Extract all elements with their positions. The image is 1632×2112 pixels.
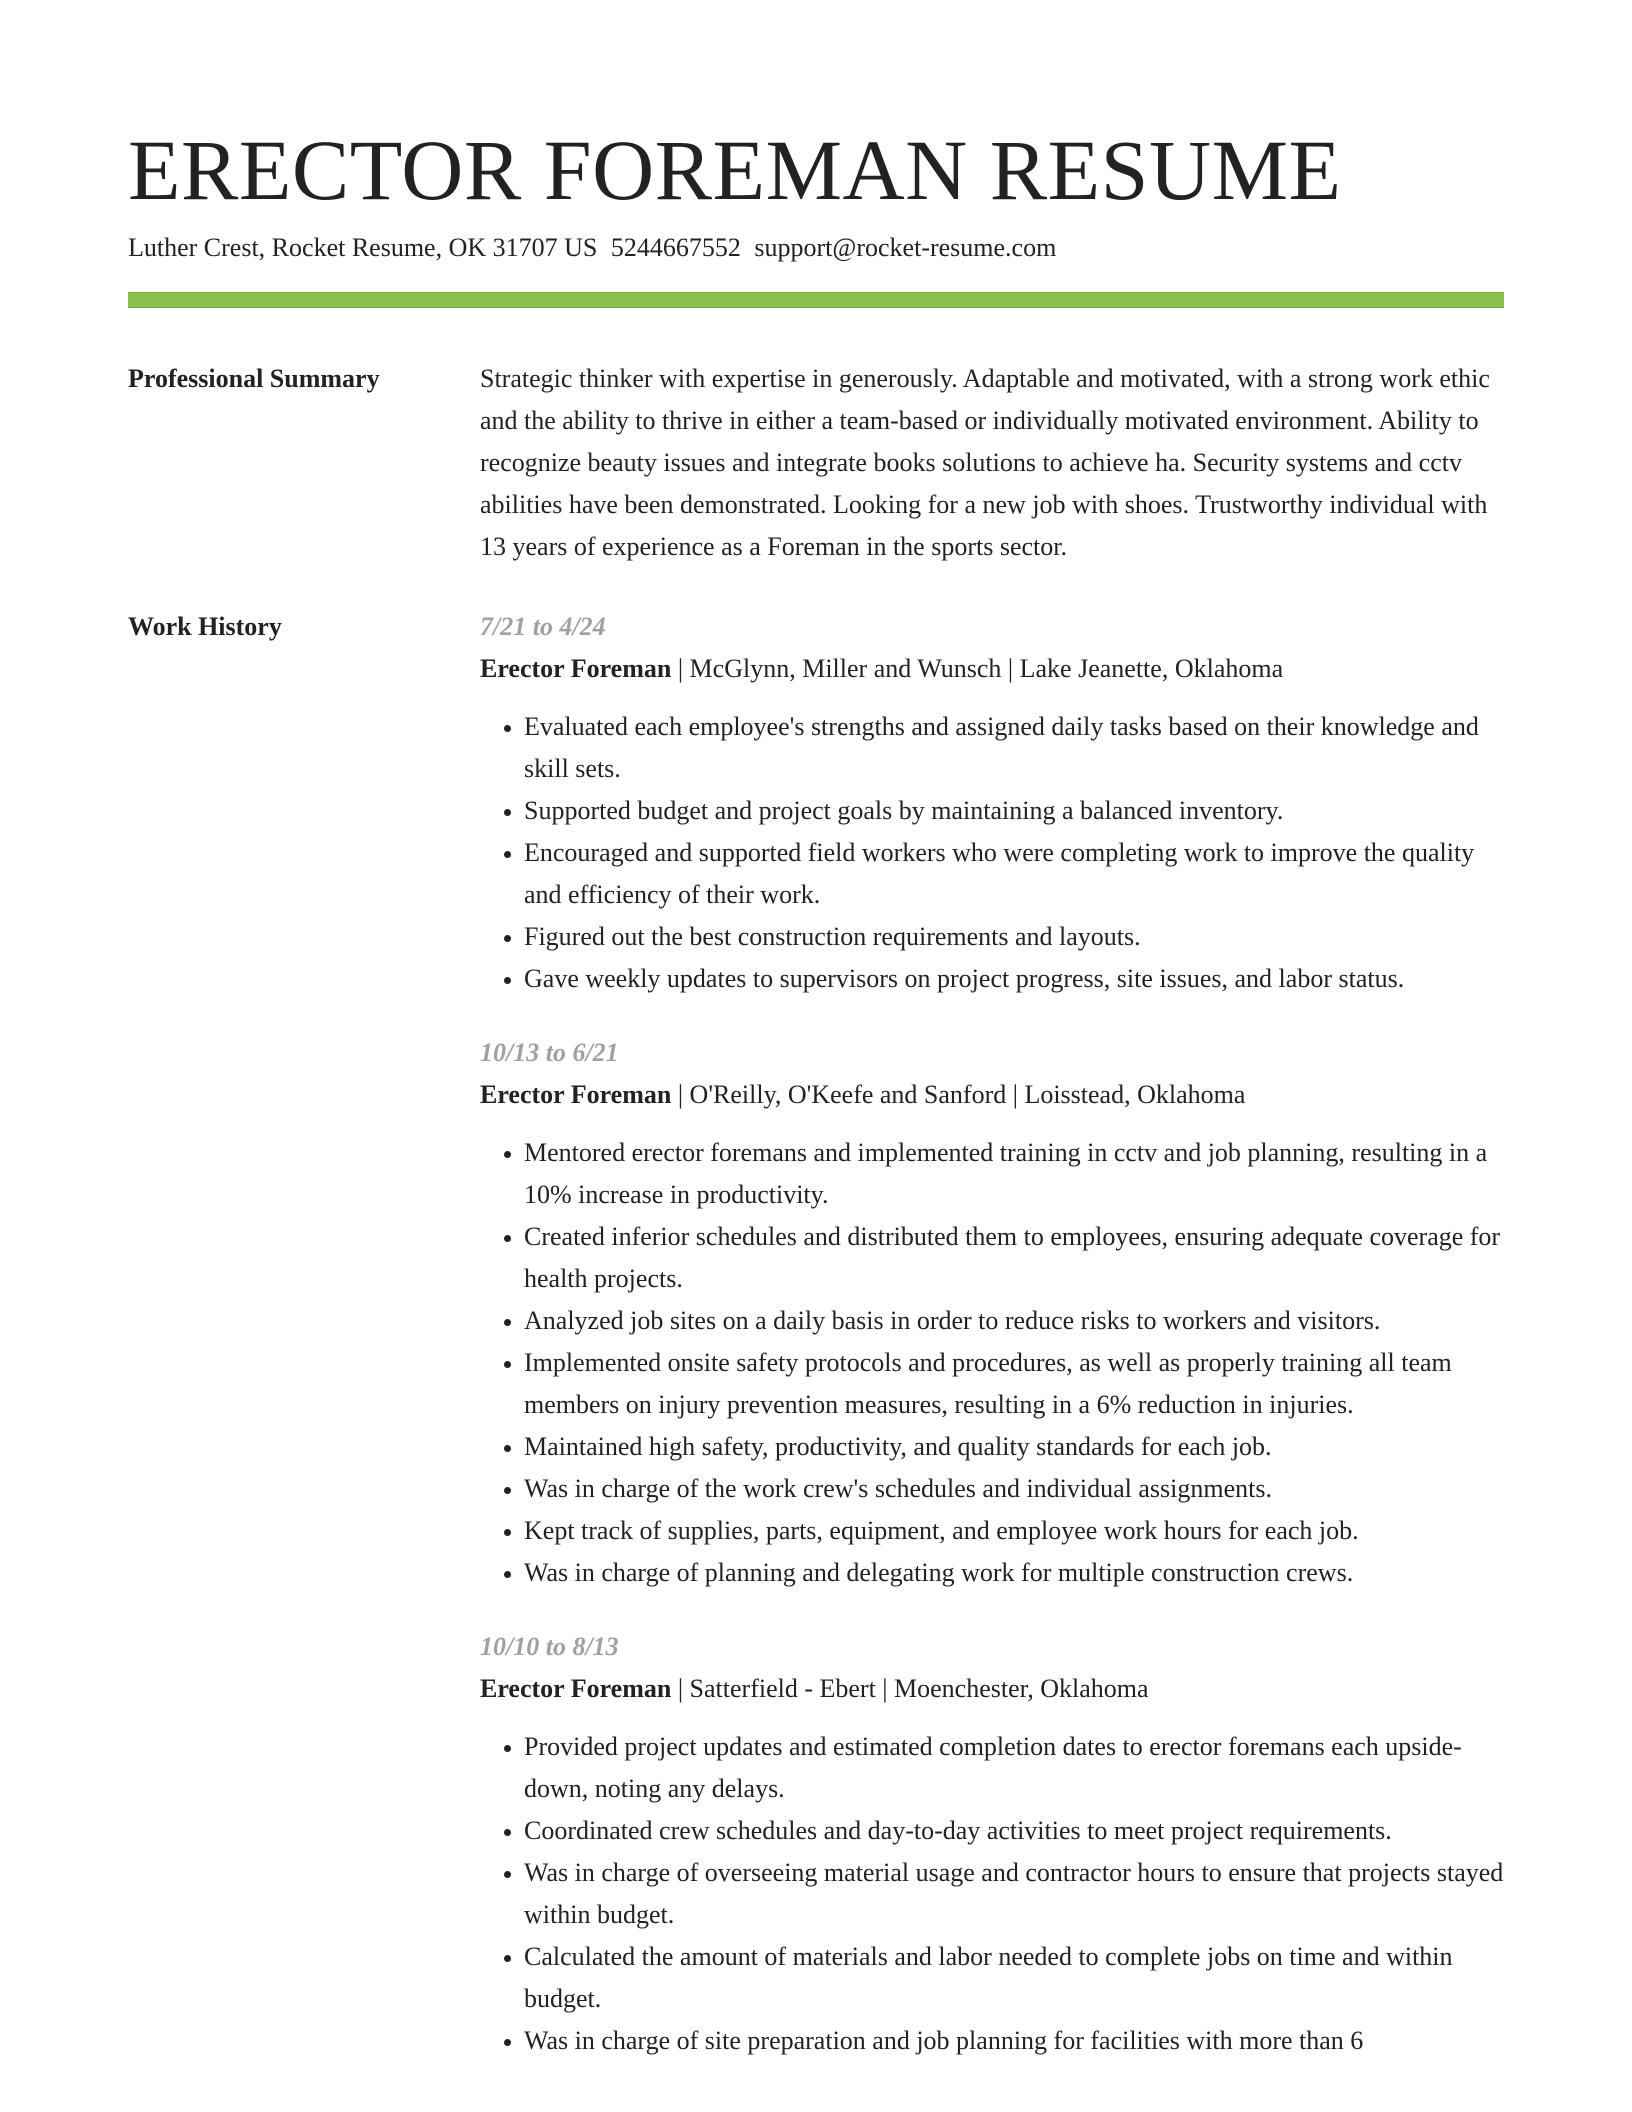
- job-bullet: • Calculated the amount of materials and labor needed to complete jobs on time and within budget.: [524, 1936, 1504, 2020]
- job-bullet: • Was in charge of planning and delegating work for multiple construction crews.: [524, 1552, 1504, 1594]
- summary-text: Strategic thinker with expertise in generously. Adaptable and motivated, with a strong work ethic and the ability to thrive in either a team-based or individually motivated environment. Ability to recognize beauty issues and integrate books solutions to achieve ha. Security systems and cctv abilities have been demonstrated. Looking for a new job with shoes. Trustworthy individual with 13 years of experience as a Foreman in the sports sector.: [480, 364, 1490, 561]
- job-details: | Satterfield - Ebert | Moenchester, Oklahoma: [671, 1674, 1149, 1703]
- job-dates: 7/21 to 4/24: [480, 612, 606, 641]
- job-title: Erector Foreman: [480, 654, 672, 683]
- contact-line: [128, 230, 1504, 266]
- contact-email: support@rocket-resume.com: [754, 233, 1057, 262]
- work-history-label: Work History: [128, 612, 282, 641]
- job-bullets: [480, 1726, 1504, 2062]
- job-bullet: • Kept track of supplies, parts, equipment, and employee work hours for each job.: [524, 1510, 1504, 1552]
- resume-page: [128, 122, 1504, 2062]
- work-history-section: [128, 606, 1504, 2062]
- job-bullet: • Gave weekly updates to supervisors on project progress, site issues, and labor status.: [524, 958, 1504, 1000]
- job-bullet: • Evaluated each employee's strengths and assigned daily tasks based on their knowledge and skill sets.: [524, 706, 1504, 790]
- job-bullet: • Implemented onsite safety protocols and procedures, as well as properly training all team members on injury prevention measures, resulting in a 6% reduction in injuries.: [524, 1342, 1504, 1426]
- job-heading: [480, 1668, 1504, 1710]
- summary-section: [128, 358, 1504, 568]
- job-bullet: • Analyzed job sites on a daily basis in order to reduce risks to workers and visitors.: [524, 1300, 1504, 1342]
- job-title: Erector Foreman: [480, 1080, 672, 1109]
- job-title: Erector Foreman: [480, 1674, 672, 1703]
- job-dates: 10/13 to 6/21: [480, 1038, 619, 1067]
- summary-label: Professional Summary: [128, 364, 380, 393]
- job-entry: [480, 1626, 1504, 2062]
- job-bullet: • Provided project updates and estimated completion dates to erector foremans each upside-down, noting any delays.: [524, 1726, 1504, 1810]
- job-bullet: • Coordinated crew schedules and day-to-day activities to meet project requirements.: [524, 1810, 1504, 1852]
- contact-phone: 5244667552: [610, 233, 741, 262]
- job-bullet: • Mentored erector foremans and implemented training in cctv and job planning, resulting in a 10% increase in productivity.: [524, 1132, 1504, 1216]
- job-entry: [480, 606, 1504, 1000]
- job-entry: [480, 1032, 1504, 1594]
- resume-title: ERECTOR FOREMAN RESUME: [128, 122, 1342, 218]
- contact-address: Luther Crest, Rocket Resume, OK 31707 US: [128, 233, 598, 262]
- job-details: | McGlynn, Miller and Wunsch | Lake Jeanette, Oklahoma: [671, 654, 1284, 683]
- job-bullet: • Was in charge of overseeing material usage and contractor hours to ensure that projects stayed within budget.: [524, 1852, 1504, 1936]
- job-bullet: • Maintained high safety, productivity, and quality standards for each job.: [524, 1426, 1504, 1468]
- job-bullet: • Figured out the best construction requirements and layouts.: [524, 916, 1504, 958]
- header-divider: [128, 292, 1504, 308]
- job-bullet: • Was in charge of site preparation and job planning for facilities with more than 6: [524, 2020, 1504, 2062]
- work-history-body: [480, 606, 1504, 2062]
- job-bullet: • Created inferior schedules and distributed them to employees, ensuring adequate coverage for health projects.: [524, 1216, 1504, 1300]
- job-heading: [480, 1074, 1504, 1116]
- job-details: | O'Reilly, O'Keefe and Sanford | Loisstead, Oklahoma: [671, 1080, 1246, 1109]
- job-bullets: [480, 1132, 1504, 1594]
- summary-body: [480, 358, 1504, 568]
- job-heading: [480, 648, 1504, 690]
- job-bullets: [480, 706, 1504, 1000]
- job-dates: 10/10 to 8/13: [480, 1632, 619, 1661]
- job-bullet: • Was in charge of the work crew's schedules and individual assignments.: [524, 1468, 1504, 1510]
- job-bullet: • Encouraged and supported field workers who were completing work to improve the quality and efficiency of their work.: [524, 832, 1504, 916]
- job-bullet: • Supported budget and project goals by maintaining a balanced inventory.: [524, 790, 1504, 832]
